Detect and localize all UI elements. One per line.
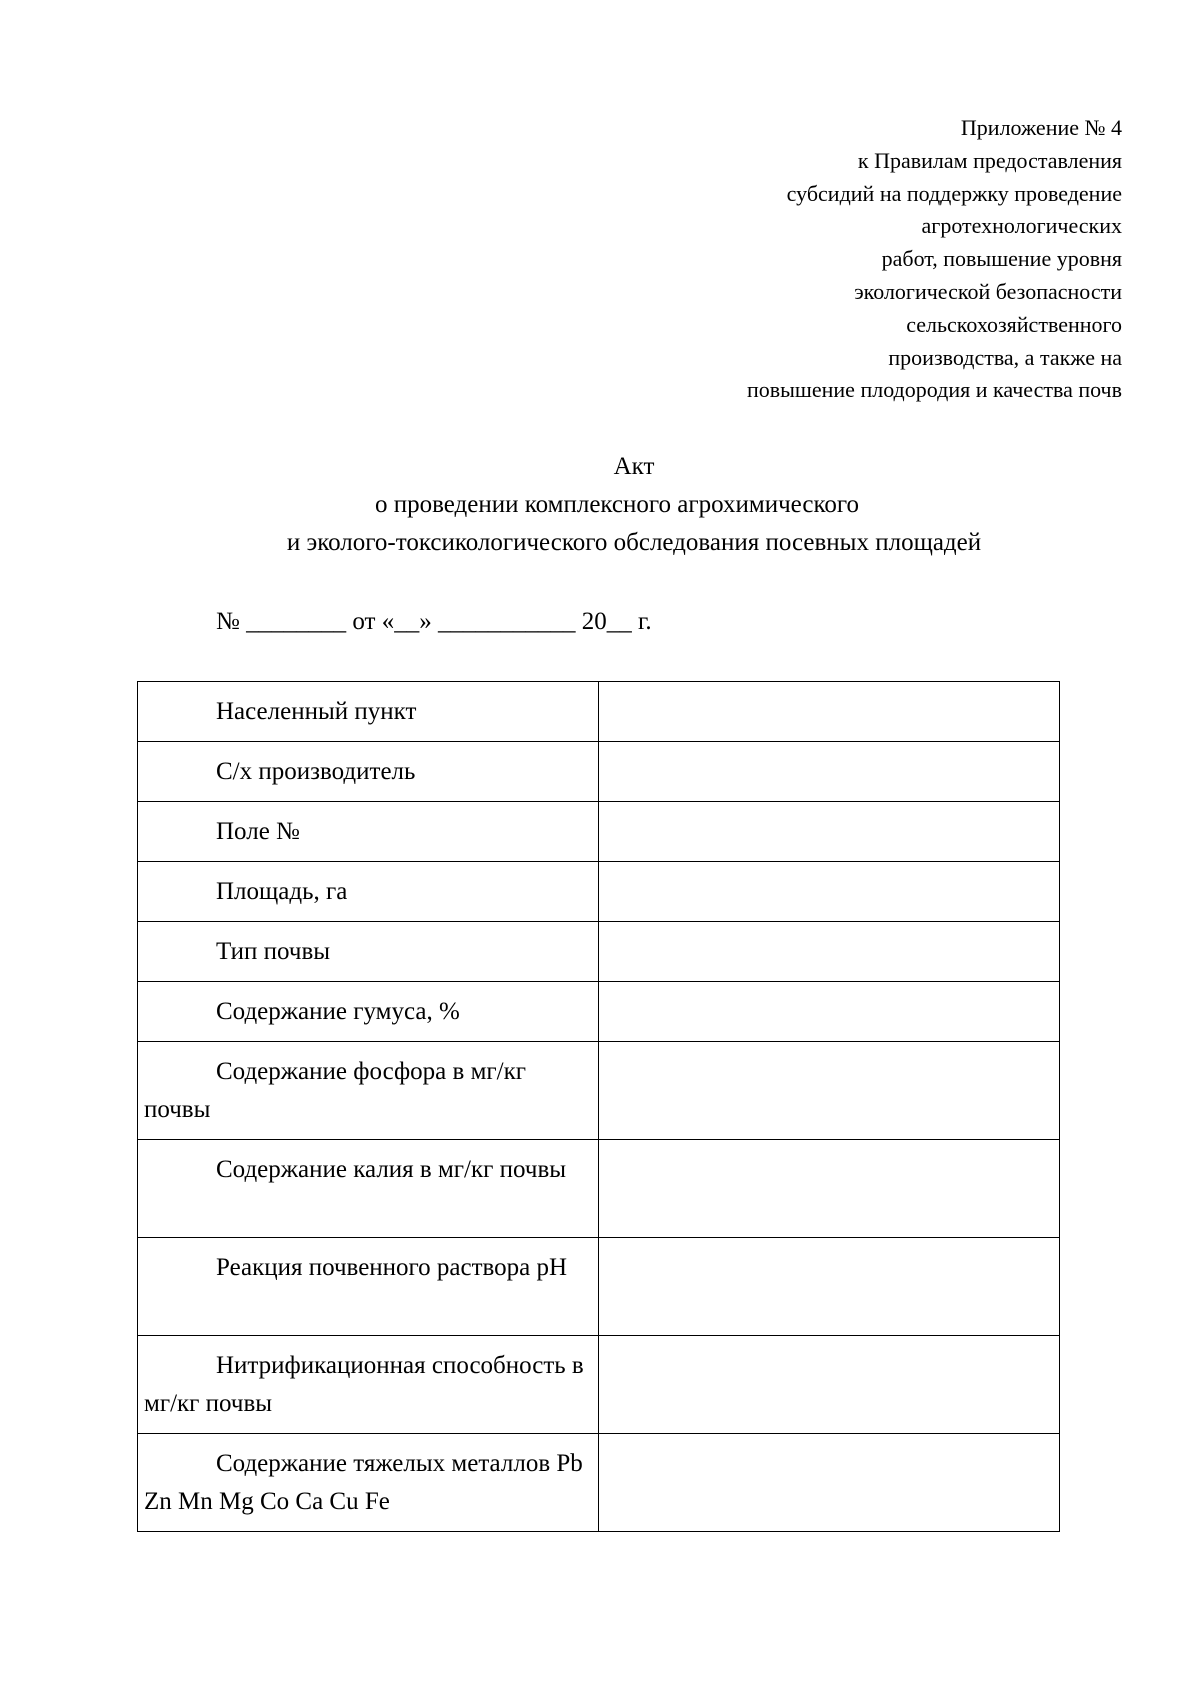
table-row <box>138 1336 1060 1434</box>
row-label: Населенный пункт <box>216 698 417 725</box>
row-value <box>599 1434 1059 1531</box>
survey-table <box>137 681 1060 1532</box>
appendix-line: сельскохозяйственного <box>906 311 1122 337</box>
appendix-line: экологической безопасности <box>854 278 1122 304</box>
row-value-cell[interactable] <box>599 1336 1060 1434</box>
row-value-cell[interactable] <box>599 1042 1060 1140</box>
row-value <box>599 802 1059 861</box>
appendix-line: производства, а также на <box>888 344 1122 370</box>
table-row <box>138 682 1060 742</box>
appendix-line: повышение плодородия и качества почв <box>746 377 1122 403</box>
row-label-cell <box>138 1238 599 1336</box>
row-label-cell <box>138 682 599 742</box>
row-value-cell[interactable] <box>599 1238 1060 1336</box>
row-label: Поле № <box>216 818 300 845</box>
row-value <box>599 1336 1059 1433</box>
row-value-cell[interactable] <box>599 802 1060 862</box>
table-row <box>138 802 1060 862</box>
title-line: о проведении комплексного агрохимического <box>374 491 859 518</box>
row-label: Содержание гумуса, % <box>216 998 460 1025</box>
table-row <box>138 862 1060 922</box>
table-row <box>138 1238 1060 1336</box>
row-value-cell[interactable] <box>599 682 1060 742</box>
title-line: Акт <box>613 453 655 480</box>
row-value-cell[interactable] <box>599 1434 1060 1532</box>
row-value-cell[interactable] <box>599 862 1060 922</box>
table-row <box>138 742 1060 802</box>
row-label-cell <box>138 982 599 1042</box>
row-value <box>599 1140 1059 1237</box>
table-row <box>138 1434 1060 1532</box>
row-value-cell[interactable] <box>599 982 1060 1042</box>
document-number-date-line: № ________ от «__» ___________ 20__ г. <box>216 608 652 635</box>
appendix-line: работ, повышение уровня <box>881 246 1122 272</box>
row-label-cell <box>138 1434 599 1532</box>
row-value <box>599 982 1059 1041</box>
row-label-cell <box>138 1336 599 1434</box>
appendix-line: субсидий на поддержку проведение <box>786 180 1122 206</box>
appendix-line: агротехнологических <box>921 213 1122 239</box>
row-label-cell <box>138 742 599 802</box>
appendix-line: к Правилам предоставления <box>857 147 1122 173</box>
row-label: Содержание тяжелых металлов Pb Zn Mn Mg Co Ca Cu Fe <box>144 1450 583 1515</box>
row-label-cell <box>138 922 599 982</box>
table-row <box>138 1042 1060 1140</box>
row-label-cell <box>138 1042 599 1140</box>
row-value <box>599 862 1059 921</box>
row-value <box>599 922 1059 981</box>
row-value <box>599 1238 1059 1335</box>
row-value-cell[interactable] <box>599 922 1060 982</box>
row-value-cell[interactable] <box>599 742 1060 802</box>
table-row <box>138 982 1060 1042</box>
row-label: С/х производитель <box>216 758 416 785</box>
document-title <box>0 448 1200 562</box>
title-line: и эколого-токсикологического обследования посевных площадей <box>286 529 982 556</box>
row-label-cell <box>138 1140 599 1238</box>
appendix-header <box>562 112 1122 407</box>
appendix-line: Приложение № 4 <box>960 115 1122 140</box>
row-label: Нитрификационная способность в мг/кг почвы <box>144 1352 584 1417</box>
table-row <box>138 1140 1060 1238</box>
table-row <box>138 922 1060 982</box>
row-label: Площадь, га <box>216 878 348 905</box>
row-value <box>599 682 1059 741</box>
row-value-cell[interactable] <box>599 1140 1060 1238</box>
row-label-cell <box>138 802 599 862</box>
row-label: Содержание фосфора в мг/кг почвы <box>144 1058 526 1123</box>
row-label: Содержание калия в мг/кг почвы <box>216 1156 567 1183</box>
row-value <box>599 742 1059 801</box>
row-label: Реакция почвенного раствора pH <box>216 1254 568 1281</box>
row-label-cell <box>138 862 599 922</box>
row-label: Тип почвы <box>216 938 331 965</box>
row-value <box>599 1042 1059 1139</box>
